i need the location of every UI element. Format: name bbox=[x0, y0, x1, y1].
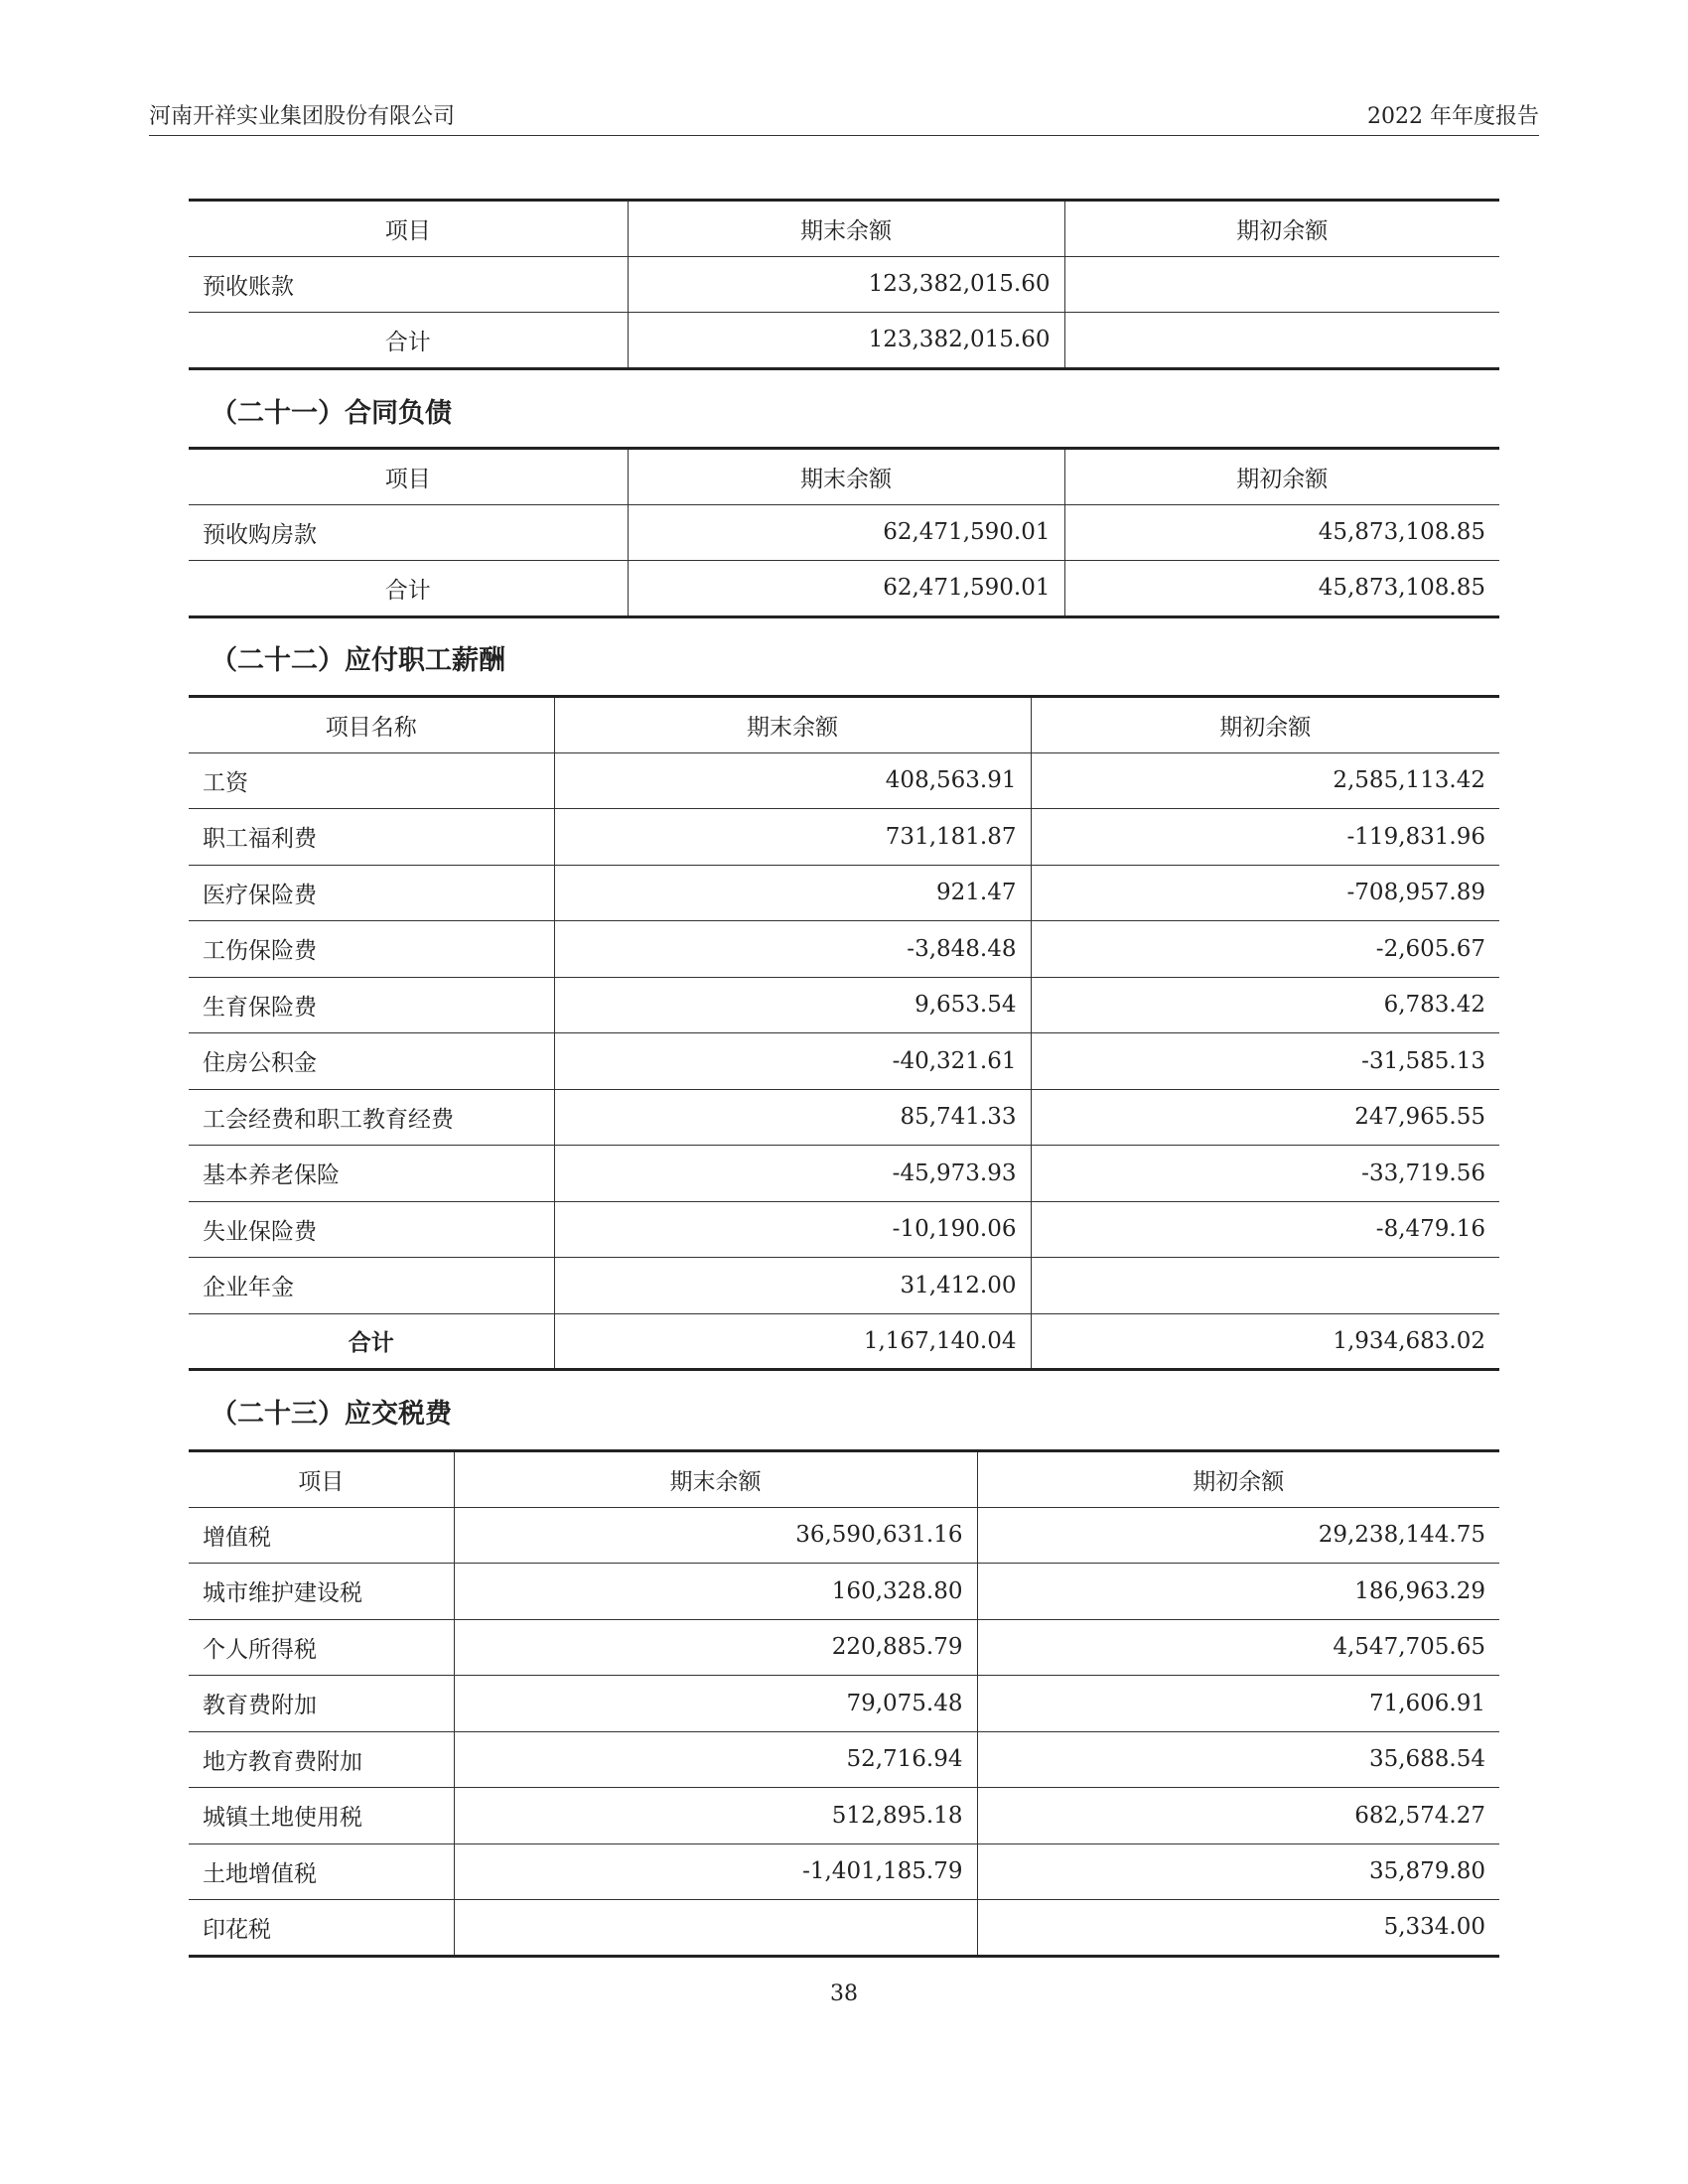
row-item: 工伤保险费 bbox=[189, 921, 554, 978]
row-end-balance: 9,653.54 bbox=[554, 977, 1031, 1033]
table-row bbox=[189, 921, 1499, 978]
row-begin-balance: -33,719.56 bbox=[1031, 1146, 1499, 1202]
row-end-balance: 52,716.94 bbox=[454, 1731, 977, 1788]
page-header bbox=[149, 99, 1539, 136]
row-item: 医疗保险费 bbox=[189, 865, 554, 921]
row-end-balance: -3,848.48 bbox=[554, 921, 1031, 978]
row-item: 企业年金 bbox=[189, 1258, 554, 1314]
table-row bbox=[189, 1258, 1499, 1314]
row-item: 教育费附加 bbox=[189, 1676, 454, 1732]
report-title: 2022 年年度报告 bbox=[1367, 104, 1539, 129]
table-row bbox=[189, 977, 1499, 1033]
row-begin-balance: 682,574.27 bbox=[977, 1788, 1499, 1844]
total-begin-balance bbox=[1064, 313, 1499, 369]
table-header-row bbox=[189, 201, 1499, 257]
header-begin-balance: 期初余额 bbox=[977, 1451, 1499, 1508]
row-end-balance: 31,412.00 bbox=[554, 1258, 1031, 1314]
total-end-balance: 1,167,140.04 bbox=[554, 1313, 1031, 1370]
table-row bbox=[189, 1146, 1499, 1202]
table-header-row bbox=[189, 449, 1499, 505]
table-row bbox=[189, 752, 1499, 809]
table-row bbox=[189, 1843, 1499, 1900]
table-row bbox=[189, 1201, 1499, 1258]
table-row bbox=[189, 1564, 1499, 1620]
row-item: 预收购房款 bbox=[189, 504, 628, 561]
page-number: 38 bbox=[830, 1981, 858, 2006]
row-end-balance: 408,563.91 bbox=[554, 752, 1031, 809]
header-item: 项目 bbox=[189, 201, 628, 257]
total-label: 合计 bbox=[189, 561, 628, 617]
row-begin-balance: 71,606.91 bbox=[977, 1676, 1499, 1732]
table-row bbox=[189, 1507, 1499, 1564]
row-item: 个人所得税 bbox=[189, 1619, 454, 1676]
table-header-row bbox=[189, 1451, 1499, 1508]
header-begin-balance: 期初余额 bbox=[1064, 449, 1499, 505]
row-end-balance: 36,590,631.16 bbox=[454, 1507, 977, 1564]
table-row bbox=[189, 1089, 1499, 1146]
row-end-balance: 512,895.18 bbox=[454, 1788, 977, 1844]
table-row bbox=[189, 1731, 1499, 1788]
table-header-row bbox=[189, 697, 1499, 753]
total-begin-balance: 1,934,683.02 bbox=[1031, 1313, 1499, 1370]
header-end-balance: 期末余额 bbox=[628, 201, 1064, 257]
section-title-employee-payables: （二十二）应付职工薪酬 bbox=[211, 645, 505, 676]
row-end-balance: 731,181.87 bbox=[554, 809, 1031, 866]
row-begin-balance: -31,585.13 bbox=[1031, 1033, 1499, 1090]
header-end-balance: 期末余额 bbox=[628, 449, 1064, 505]
row-item: 工会经费和职工教育经费 bbox=[189, 1089, 554, 1146]
row-end-balance: -45,973.93 bbox=[554, 1146, 1031, 1202]
row-end-balance: 123,382,015.60 bbox=[628, 256, 1064, 313]
company-name: 河南开祥实业集团股份有限公司 bbox=[149, 104, 456, 129]
section-title-taxes-payable: （二十三）应交税费 bbox=[211, 1399, 452, 1430]
total-row bbox=[189, 561, 1499, 617]
row-begin-balance bbox=[1031, 1258, 1499, 1314]
row-begin-balance: -2,605.67 bbox=[1031, 921, 1499, 978]
row-end-balance: -40,321.61 bbox=[554, 1033, 1031, 1090]
header-end-balance: 期末余额 bbox=[454, 1451, 977, 1508]
total-row bbox=[189, 313, 1499, 369]
table-row bbox=[189, 865, 1499, 921]
total-end-balance: 123,382,015.60 bbox=[628, 313, 1064, 369]
header-item: 项目 bbox=[189, 1451, 454, 1508]
row-end-balance: 921.47 bbox=[554, 865, 1031, 921]
row-end-balance: 85,741.33 bbox=[554, 1089, 1031, 1146]
row-begin-balance: 35,879.80 bbox=[977, 1843, 1499, 1900]
row-item: 地方教育费附加 bbox=[189, 1731, 454, 1788]
row-end-balance: -10,190.06 bbox=[554, 1201, 1031, 1258]
table-row bbox=[189, 1788, 1499, 1844]
row-item: 失业保险费 bbox=[189, 1201, 554, 1258]
total-label: 合计 bbox=[189, 313, 628, 369]
advance-receipts-table bbox=[189, 199, 1499, 370]
row-item: 增值税 bbox=[189, 1507, 454, 1564]
table-row bbox=[189, 504, 1499, 561]
row-end-balance bbox=[454, 1900, 977, 1957]
row-begin-balance: 35,688.54 bbox=[977, 1731, 1499, 1788]
total-end-balance: 62,471,590.01 bbox=[628, 561, 1064, 617]
row-item: 预收账款 bbox=[189, 256, 628, 313]
row-item: 基本养老保险 bbox=[189, 1146, 554, 1202]
employee-payables-table bbox=[189, 695, 1499, 1371]
row-item: 住房公积金 bbox=[189, 1033, 554, 1090]
row-begin-balance: 5,334.00 bbox=[977, 1900, 1499, 1957]
header-begin-balance: 期初余额 bbox=[1031, 697, 1499, 753]
total-row bbox=[189, 1313, 1499, 1370]
row-item: 工资 bbox=[189, 752, 554, 809]
table-row bbox=[189, 1676, 1499, 1732]
row-begin-balance: 6,783.42 bbox=[1031, 977, 1499, 1033]
row-item: 印花税 bbox=[189, 1900, 454, 1957]
table-row bbox=[189, 1033, 1499, 1090]
row-end-balance: 62,471,590.01 bbox=[628, 504, 1064, 561]
row-item: 职工福利费 bbox=[189, 809, 554, 866]
section-title-contract-liabilities: （二十一）合同负债 bbox=[211, 398, 452, 429]
row-end-balance: 160,328.80 bbox=[454, 1564, 977, 1620]
header-begin-balance: 期初余额 bbox=[1064, 201, 1499, 257]
row-item: 土地增值税 bbox=[189, 1843, 454, 1900]
header-end-balance: 期末余额 bbox=[554, 697, 1031, 753]
row-begin-balance: -8,479.16 bbox=[1031, 1201, 1499, 1258]
total-begin-balance: 45,873,108.85 bbox=[1064, 561, 1499, 617]
row-item: 城镇土地使用税 bbox=[189, 1788, 454, 1844]
taxes-payable-table bbox=[189, 1449, 1499, 1958]
header-item-name: 项目名称 bbox=[189, 697, 554, 753]
row-begin-balance bbox=[1064, 256, 1499, 313]
row-begin-balance: -708,957.89 bbox=[1031, 865, 1499, 921]
row-begin-balance: 247,965.55 bbox=[1031, 1089, 1499, 1146]
row-end-balance: 220,885.79 bbox=[454, 1619, 977, 1676]
total-label: 合计 bbox=[189, 1313, 554, 1370]
table-row bbox=[189, 256, 1499, 313]
row-end-balance: 79,075.48 bbox=[454, 1676, 977, 1732]
row-item: 城市维护建设税 bbox=[189, 1564, 454, 1620]
contract-liabilities-table bbox=[189, 447, 1499, 618]
row-item: 生育保险费 bbox=[189, 977, 554, 1033]
table-row bbox=[189, 809, 1499, 866]
table-row bbox=[189, 1619, 1499, 1676]
row-begin-balance: 29,238,144.75 bbox=[977, 1507, 1499, 1564]
row-begin-balance: -119,831.96 bbox=[1031, 809, 1499, 866]
row-begin-balance: 4,547,705.65 bbox=[977, 1619, 1499, 1676]
row-begin-balance: 45,873,108.85 bbox=[1064, 504, 1499, 561]
header-item: 项目 bbox=[189, 449, 628, 505]
row-end-balance: -1,401,185.79 bbox=[454, 1843, 977, 1900]
row-begin-balance: 186,963.29 bbox=[977, 1564, 1499, 1620]
table-row bbox=[189, 1900, 1499, 1957]
row-begin-balance: 2,585,113.42 bbox=[1031, 752, 1499, 809]
